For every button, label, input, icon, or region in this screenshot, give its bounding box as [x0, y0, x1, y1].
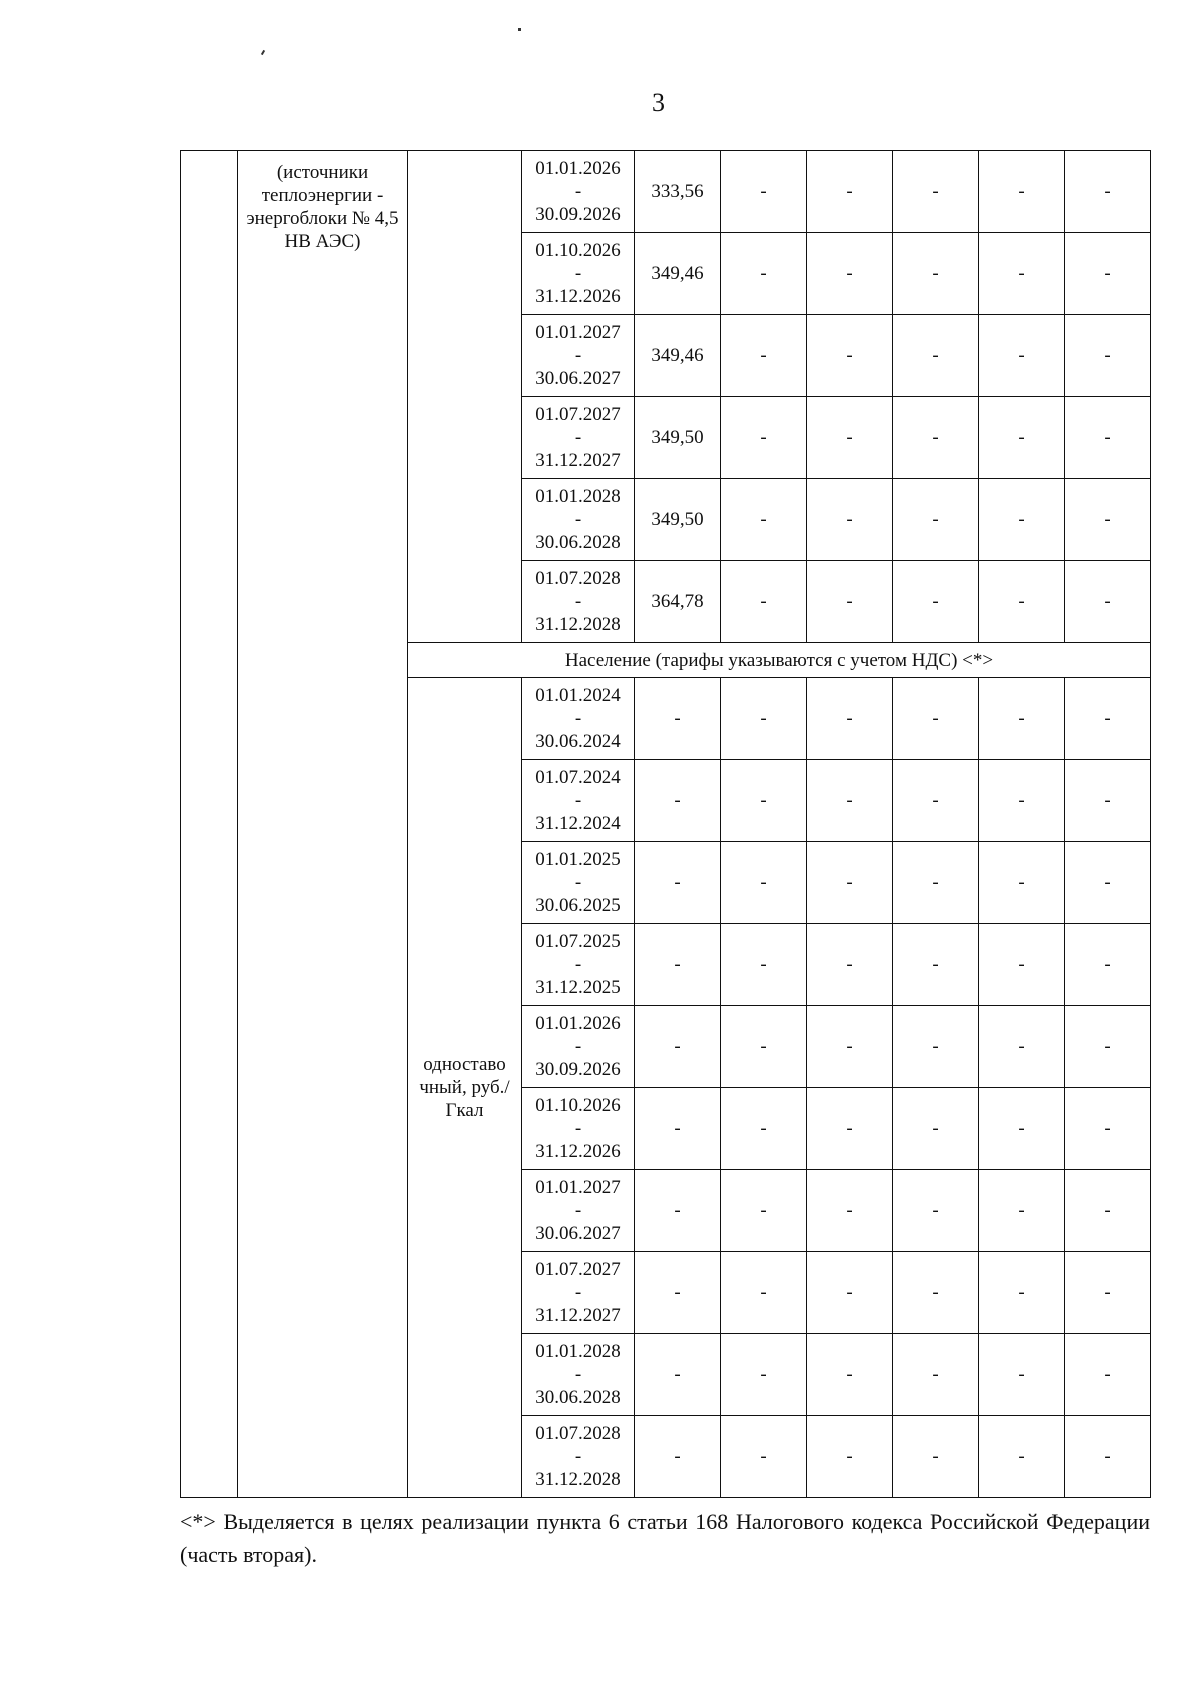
empty-value-cell: - — [807, 1088, 893, 1170]
tariff-value-cell: - — [635, 1334, 721, 1416]
empty-value-cell: - — [979, 1416, 1065, 1498]
tariff-type-cell-upper — [408, 151, 522, 643]
period-cell — [522, 760, 635, 842]
empty-value-cell: - — [1065, 924, 1151, 1006]
empty-value-cell: - — [979, 233, 1065, 315]
empty-value-cell: - — [893, 1006, 979, 1088]
period-end: 30.06.2028 — [535, 1387, 621, 1408]
period-end: 31.12.2027 — [535, 1305, 621, 1326]
period-start: 01.01.2026 — [535, 1013, 621, 1034]
period-sep: - — [574, 1200, 582, 1221]
period-sep: - — [574, 1364, 582, 1385]
period-sep: - — [574, 1282, 582, 1303]
period-end: 30.06.2027 — [535, 368, 621, 389]
empty-value-cell: - — [807, 397, 893, 479]
empty-value-cell: - — [807, 842, 893, 924]
period-end: 31.12.2026 — [535, 1141, 621, 1162]
empty-value-cell: - — [893, 678, 979, 760]
empty-value-cell: - — [1065, 760, 1151, 842]
period-end: 30.06.2028 — [535, 532, 621, 553]
period-end: 30.06.2024 — [535, 731, 621, 752]
empty-value-cell: - — [721, 1088, 807, 1170]
empty-value-cell: - — [1065, 561, 1151, 643]
empty-value-cell: - — [721, 233, 807, 315]
empty-value-cell: - — [721, 842, 807, 924]
period-cell — [522, 479, 635, 561]
empty-value-cell: - — [807, 1006, 893, 1088]
empty-value-cell: - — [721, 924, 807, 1006]
empty-value-cell: - — [893, 561, 979, 643]
empty-value-cell: - — [893, 151, 979, 233]
empty-value-cell: - — [721, 1006, 807, 1088]
empty-value-cell: - — [721, 1416, 807, 1498]
period-end: 30.06.2027 — [535, 1223, 621, 1244]
empty-value-cell: - — [807, 561, 893, 643]
period-sep: - — [574, 954, 582, 975]
empty-value-cell: - — [807, 924, 893, 1006]
tariff-value-cell: - — [635, 760, 721, 842]
period-end: 31.12.2027 — [535, 450, 621, 471]
period-cell — [522, 397, 635, 479]
period-end: 31.12.2026 — [535, 286, 621, 307]
tariff-value-cell: - — [635, 1088, 721, 1170]
empty-value-cell: - — [721, 760, 807, 842]
empty-value-cell: - — [721, 1334, 807, 1416]
tariff-value-cell: 364,78 — [635, 561, 721, 643]
empty-value-cell: - — [979, 924, 1065, 1006]
period-start: 01.01.2027 — [535, 1177, 621, 1198]
tariff-value-cell: 349,50 — [635, 479, 721, 561]
period-end: 31.12.2025 — [535, 977, 621, 998]
tariff-value-cell: - — [635, 1006, 721, 1088]
tariff-value-cell: - — [635, 1252, 721, 1334]
empty-value-cell: - — [979, 1006, 1065, 1088]
tariff-value-cell: - — [635, 1170, 721, 1252]
period-start: 01.01.2027 — [535, 322, 621, 343]
empty-value-cell: - — [1065, 1006, 1151, 1088]
empty-value-cell: - — [807, 233, 893, 315]
empty-value-cell: - — [893, 1416, 979, 1498]
period-cell — [522, 315, 635, 397]
period-start: 01.07.2027 — [535, 1259, 621, 1280]
tariff-table-body — [181, 151, 1151, 1498]
empty-value-cell: - — [1065, 842, 1151, 924]
empty-value-cell: - — [1065, 479, 1151, 561]
empty-value-cell: - — [893, 1170, 979, 1252]
period-sep: - — [574, 181, 582, 202]
empty-value-cell: - — [807, 1334, 893, 1416]
tariff-value-cell: 333,56 — [635, 151, 721, 233]
empty-value-cell: - — [979, 1088, 1065, 1170]
empty-value-cell: - — [893, 924, 979, 1006]
empty-value-cell: - — [979, 315, 1065, 397]
empty-value-cell: - — [721, 479, 807, 561]
period-sep: - — [574, 790, 582, 811]
period-start: 01.07.2028 — [535, 568, 621, 589]
period-cell — [522, 233, 635, 315]
tariff-value-cell: - — [635, 678, 721, 760]
empty-value-cell: - — [1065, 151, 1151, 233]
period-end: 30.06.2025 — [535, 895, 621, 916]
period-cell — [522, 678, 635, 760]
empty-value-cell: - — [893, 479, 979, 561]
empty-value-cell: - — [979, 1334, 1065, 1416]
empty-value-cell: - — [721, 397, 807, 479]
empty-value-cell: - — [807, 1416, 893, 1498]
page-number: 3 — [652, 88, 665, 117]
scan-speck — [518, 28, 521, 31]
empty-value-cell: - — [721, 151, 807, 233]
empty-value-cell: - — [807, 760, 893, 842]
empty-value-cell: - — [893, 842, 979, 924]
empty-value-cell: - — [1065, 233, 1151, 315]
empty-value-cell: - — [979, 397, 1065, 479]
period-sep: - — [574, 1446, 582, 1467]
empty-value-cell: - — [893, 1088, 979, 1170]
empty-value-cell: - — [721, 1170, 807, 1252]
period-cell — [522, 1334, 635, 1416]
tariff-value-cell: - — [635, 842, 721, 924]
tariff-value-cell: - — [635, 924, 721, 1006]
empty-value-cell: - — [807, 678, 893, 760]
period-start: 01.10.2026 — [535, 240, 621, 261]
empty-value-cell: - — [979, 842, 1065, 924]
period-sep: - — [574, 427, 582, 448]
tariff-value-cell: - — [635, 1416, 721, 1498]
period-start: 01.01.2026 — [535, 158, 621, 179]
empty-value-cell: - — [1065, 315, 1151, 397]
period-cell — [522, 151, 635, 233]
empty-value-cell: - — [721, 678, 807, 760]
empty-value-cell: - — [807, 151, 893, 233]
empty-value-cell: - — [979, 479, 1065, 561]
period-end: 30.09.2026 — [535, 1059, 621, 1080]
empty-value-cell: - — [721, 315, 807, 397]
empty-value-cell: - — [721, 1252, 807, 1334]
table-row — [181, 151, 1151, 233]
period-start: 01.10.2026 — [535, 1095, 621, 1116]
footnote: <*> Выделяется в целях реализации пункта 6 статьи 168 Налогового кодекса Российской Федерации (часть вторая). — [180, 1509, 1150, 1567]
period-cell — [522, 1088, 635, 1170]
period-end: 30.09.2026 — [535, 204, 621, 225]
tariff-value-cell: 349,50 — [635, 397, 721, 479]
period-cell — [522, 561, 635, 643]
empty-value-cell: - — [893, 397, 979, 479]
period-start: 01.07.2025 — [535, 931, 621, 952]
empty-value-cell: - — [893, 760, 979, 842]
empty-value-cell: - — [979, 678, 1065, 760]
empty-value-cell: - — [1065, 1334, 1151, 1416]
empty-value-cell: - — [893, 1334, 979, 1416]
period-start: 01.01.2025 — [535, 849, 621, 870]
empty-value-cell: - — [979, 1170, 1065, 1252]
period-start: 01.01.2024 — [535, 685, 621, 706]
empty-value-cell: - — [979, 760, 1065, 842]
empty-value-cell: - — [1065, 1416, 1151, 1498]
period-start: 01.01.2028 — [535, 486, 621, 507]
period-cell — [522, 924, 635, 1006]
period-cell — [522, 842, 635, 924]
tariff-value-cell: 349,46 — [635, 315, 721, 397]
period-cell — [522, 1416, 635, 1498]
scan-speck — [261, 50, 265, 55]
period-sep: - — [574, 509, 582, 530]
empty-value-cell: - — [807, 315, 893, 397]
period-end: 31.12.2028 — [535, 614, 621, 635]
period-end: 31.12.2024 — [535, 813, 621, 834]
empty-value-cell: - — [893, 1252, 979, 1334]
empty-value-cell: - — [1065, 397, 1151, 479]
period-start: 01.07.2028 — [535, 1423, 621, 1444]
section-heading: Население (тарифы указываются с учетом НДС) <*> — [408, 643, 1151, 678]
empty-value-cell: - — [893, 233, 979, 315]
period-start: 01.01.2028 — [535, 1341, 621, 1362]
empty-value-cell: - — [979, 1252, 1065, 1334]
period-cell — [522, 1252, 635, 1334]
empty-value-cell: - — [807, 1252, 893, 1334]
period-sep: - — [574, 263, 582, 284]
row-number-cell — [181, 151, 238, 1498]
empty-value-cell: - — [1065, 1252, 1151, 1334]
period-sep: - — [574, 1118, 582, 1139]
empty-value-cell: - — [979, 151, 1065, 233]
tariff-table — [180, 150, 1151, 1498]
empty-value-cell: - — [807, 479, 893, 561]
empty-value-cell: - — [807, 1170, 893, 1252]
period-cell — [522, 1170, 635, 1252]
empty-value-cell: - — [1065, 678, 1151, 760]
period-sep: - — [574, 708, 582, 729]
empty-value-cell: - — [979, 561, 1065, 643]
empty-value-cell: - — [721, 561, 807, 643]
period-end: 31.12.2028 — [535, 1469, 621, 1490]
period-sep: - — [574, 345, 582, 366]
period-start: 01.07.2027 — [535, 404, 621, 425]
empty-value-cell: - — [1065, 1088, 1151, 1170]
empty-value-cell: - — [1065, 1170, 1151, 1252]
period-sep: - — [574, 872, 582, 893]
empty-value-cell: - — [893, 315, 979, 397]
period-cell — [522, 1006, 635, 1088]
period-sep: - — [574, 591, 582, 612]
period-sep: - — [574, 1036, 582, 1057]
category-cell: (источники теплоэнергии - энергоблоки № 4,5 НВ АЭС) — [238, 151, 408, 1498]
period-start: 01.07.2024 — [535, 767, 621, 788]
tariff-type-cell: одноставо чный, руб./Гкал — [408, 678, 522, 1498]
tariff-value-cell: 349,46 — [635, 233, 721, 315]
